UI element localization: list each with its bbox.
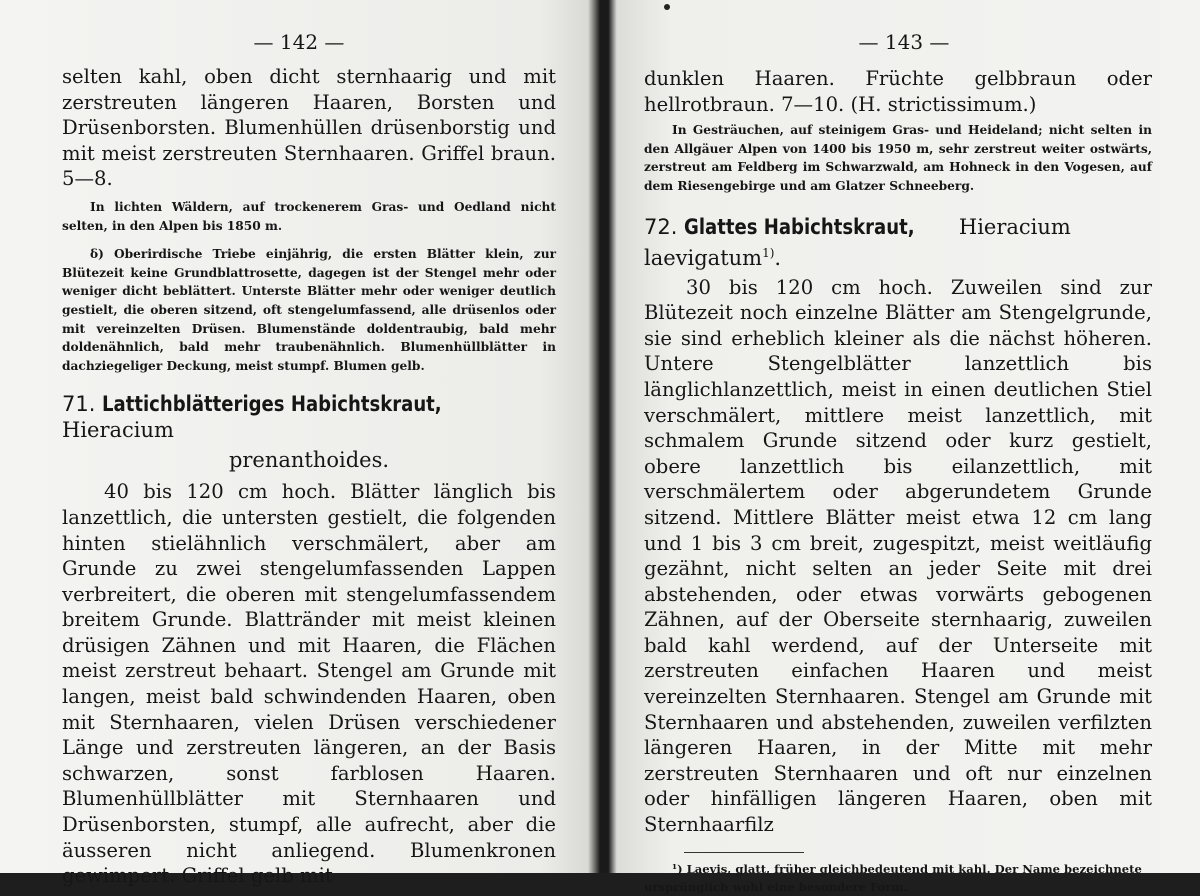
- footnote-rule: [684, 852, 804, 853]
- left-text-column: [62, 64, 556, 889]
- page-number: — 142 —: [253, 30, 345, 54]
- left-page: [0, 0, 598, 888]
- section-delta-paragraph: δ) Oberirdische Triebe einjährig, die ersten Blätter klein, zur Blütezeit keine Grundblattrosette, dagegen ist der Stengel mehr oder weniger dicht beblättert. Unterste Blätter mehr oder weniger deutlich gestielt, die oberen sitzend, oft stengelumfassend, alle drüsenlos oder mit vereinzelten Drüsen. Blumenstände doldentraubig, bald mehr doldenähnlich, bald mehr traubenähnlich. Blumenhüllblätter in dachziegeliger Deckung, meist stumpf. Blumen gelb.: [62, 247, 556, 373]
- ink-speck: [664, 4, 670, 10]
- continuation-paragraph: dunklen Haaren. Früchte gelbbraun oder hellrotbraun. 7—10. (H. strictissimum.): [644, 67, 1152, 116]
- entry-71-heading: [62, 391, 556, 473]
- habitat-note: In Gesträuchen, auf steinigem Gras- und Heideland; nicht selten in den Allgäuer Alpen von 1400 bis 1950 m, sehr zerstreut weiter ostwärts, zerstreut am Feldberg im Schwarzwald, am Hohneck in den Vogesen, auf dem Riesengebirge und am Glatzer Schneeberg.: [644, 123, 1152, 193]
- latin-name: Hieracium laevigatum: [644, 214, 1071, 270]
- entry-number: 72.: [644, 214, 678, 239]
- page-number: — 143 —: [858, 30, 950, 54]
- continuation-paragraph: selten kahl, oben dicht sternhaarig und mit zerstreuten längeren Haaren, Borsten und Drüsenborsten. Blumenhüllen drüsenborstig und mit meist zerstreuten Sternhaaren. Griffel braun. 5—8.: [62, 65, 556, 191]
- footnote-marker: 1): [762, 245, 775, 260]
- german-name: Glattes Habichtskraut,: [684, 214, 915, 239]
- heading-period: .: [774, 245, 782, 270]
- german-name: Lattichblätteriges Habichtskraut,: [102, 392, 442, 417]
- habitat-note: In lichten Wäldern, auf trockenerem Gras- und Oedland nicht selten, in den Alpen bis 1850 m.: [62, 199, 556, 233]
- entry-71-description: 40 bis 120 cm hoch. Blätter länglich bis lanzettlich, die untersten gestielt, die folgenden hinten stielähnlich verschmälert, aber am Grunde zu zwei stengelumfassenden Lappen verbreitert, die oberen mit stengelumfassendem breitem Grunde. Blattränder mit meist kleinen drüsigen Zähnen und mit Haaren, die Flächen meist zerstreut behaart. Stengel am Grunde mit langen, meist bald schwindenden Haaren, oben mit Sternhaaren, vielen Drüsen verschiedener Länge und zerstreuten längeren, an der Basis schwarzen, sonst farblosen Haaren. Blumenhüllblätter mit Sternhaaren und Drüsenborsten, stumpf, alle aufrecht, aber die äusseren nicht anliegend. Blumenkronen gewimpert. Griffel gelb mit: [62, 480, 556, 888]
- right-text-column: [644, 66, 1152, 896]
- footnote: ¹) Laevis, glatt, früher gleichbedeutend mit kahl. Der Name bezeichnete ursprünglich wohl eine besondere Form.: [644, 861, 1142, 894]
- right-page: [608, 0, 1200, 894]
- latin-name-continued: prenanthoides.: [228, 448, 390, 473]
- latin-name: Hieracium: [62, 418, 174, 443]
- footnote-separator-wrap: [644, 838, 1152, 860]
- entry-72-description: 30 bis 120 cm hoch. Zuweilen sind zur Blütezeit noch einzelne Blätter am Stengelgrunde, sie sind erheblich kleiner als die nächst höheren. Untere Stengelblätter lanzettlich bis länglichlanzettlich, meist in einen deutlichen Stiel verschmälert, mittlere meist lanzettlich, mit schmalem Grunde sitzend oder kurz gestielt, obere lanzettlich bis eilanzettlich, mit verschmälertem oder abgerundetem Grunde sitzend. Mittlere Blätter meist etwa 12 cm lang und 1 bis 3 cm breit, zugespitzt, meist weitläufig gezähnt, nicht selten an jeder Seite mit drei abstehenden, oder etwas vorwärts gebogenen Zähnen, auf der Oberseite sternhaarig, zuweilen bald kahl werdend, auf der Unterseite mit zerstreuten einfachen Haaren und meist vereinzelten Sternhaaren. Stengel am Grunde mit Sternhaaren und abstehenden, zuweilen verfilzten längeren Haaren, in der Mitte mit mehr zerstreuten Sternhaaren und oft nur einzelnen oder hinfälligen längeren Haaren, oben mit Sternhaarfilz: [644, 275, 1152, 837]
- entry-72-heading: [644, 214, 1152, 271]
- entry-number: 71.: [62, 392, 96, 417]
